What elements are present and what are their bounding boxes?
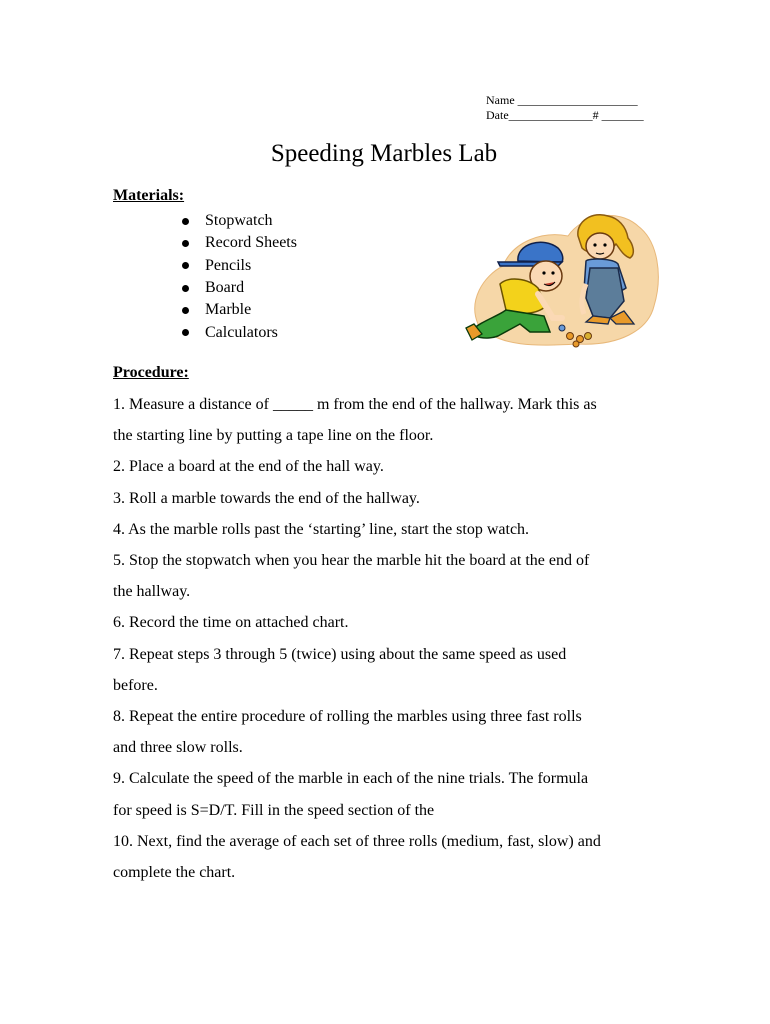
material-item-label: Pencils xyxy=(205,256,252,274)
page-title xyxy=(0,138,770,170)
marble xyxy=(567,333,574,340)
marble xyxy=(559,325,565,331)
procedure-line: 2. Place a board at the end of the hall way. xyxy=(113,458,384,476)
name-line: Name ____________________ xyxy=(486,93,638,107)
bullet-icon xyxy=(182,240,189,247)
procedure-line: 9. Calculate the speed of the marble in each of the nine trials. The formula xyxy=(113,770,589,788)
bullet-icon xyxy=(182,262,189,269)
material-item-label: Marble xyxy=(205,301,252,319)
procedure-line: 4. As the marble rolls past the ‘starting’ line, start the stop watch. xyxy=(113,520,530,538)
material-item-label: Calculators xyxy=(205,323,278,341)
procedure-line: complete the chart. xyxy=(113,864,236,882)
bullet-icon xyxy=(182,307,189,314)
list-item xyxy=(180,210,297,232)
procedure-line: the hallway. xyxy=(113,583,191,601)
date-line: Date______________# _______ xyxy=(486,108,644,122)
list-item xyxy=(180,277,297,299)
page-title-text: Speeding Marbles Lab xyxy=(270,140,498,167)
marble xyxy=(573,341,579,347)
list-item xyxy=(180,255,297,277)
list-item xyxy=(180,321,297,343)
procedure-line: 8. Repeat the entire procedure of rolling the marbles using three fast rolls xyxy=(113,708,582,726)
material-item-label: Record Sheets xyxy=(205,234,297,252)
procedure-line: 7. Repeat steps 3 through 5 (twice) using about the same speed as used xyxy=(113,645,567,663)
material-item-label: Stopwatch xyxy=(205,212,273,230)
bullet-icon xyxy=(182,285,189,292)
procedure-line: 6. Record the time on attached chart. xyxy=(113,614,349,632)
marble xyxy=(585,333,592,340)
list-item xyxy=(180,299,297,321)
bullet-icon xyxy=(182,218,189,225)
header-fields xyxy=(486,93,644,123)
children-playing-marbles-clipart xyxy=(458,206,664,354)
procedure-line: 5. Stop the stopwatch when you hear the marble hit the board at the end of xyxy=(113,552,590,570)
materials-heading: Materials: xyxy=(113,187,185,204)
procedure-text xyxy=(113,389,673,888)
procedure-line: for speed is S=D/T. Fill in the speed section of the xyxy=(113,801,435,819)
procedure-line: 1. Measure a distance of _____ m from the end of the hallway. Mark this as xyxy=(113,396,597,413)
list-item xyxy=(180,232,297,254)
procedure-line: the starting line by putting a tape line on the floor. xyxy=(113,427,434,445)
material-item-label: Board xyxy=(205,279,245,297)
procedure-line: 3. Roll a marble towards the end of the hallway. xyxy=(113,489,420,507)
bullet-icon xyxy=(182,329,189,336)
procedure-heading: Procedure: xyxy=(113,364,189,381)
procedure-line: and three slow rolls. xyxy=(113,739,243,757)
materials-list xyxy=(180,210,297,344)
procedure-line: 10. Next, find the average of each set of three rolls (medium, fast, slow) and xyxy=(113,832,601,850)
procedure-line: before. xyxy=(113,676,158,694)
